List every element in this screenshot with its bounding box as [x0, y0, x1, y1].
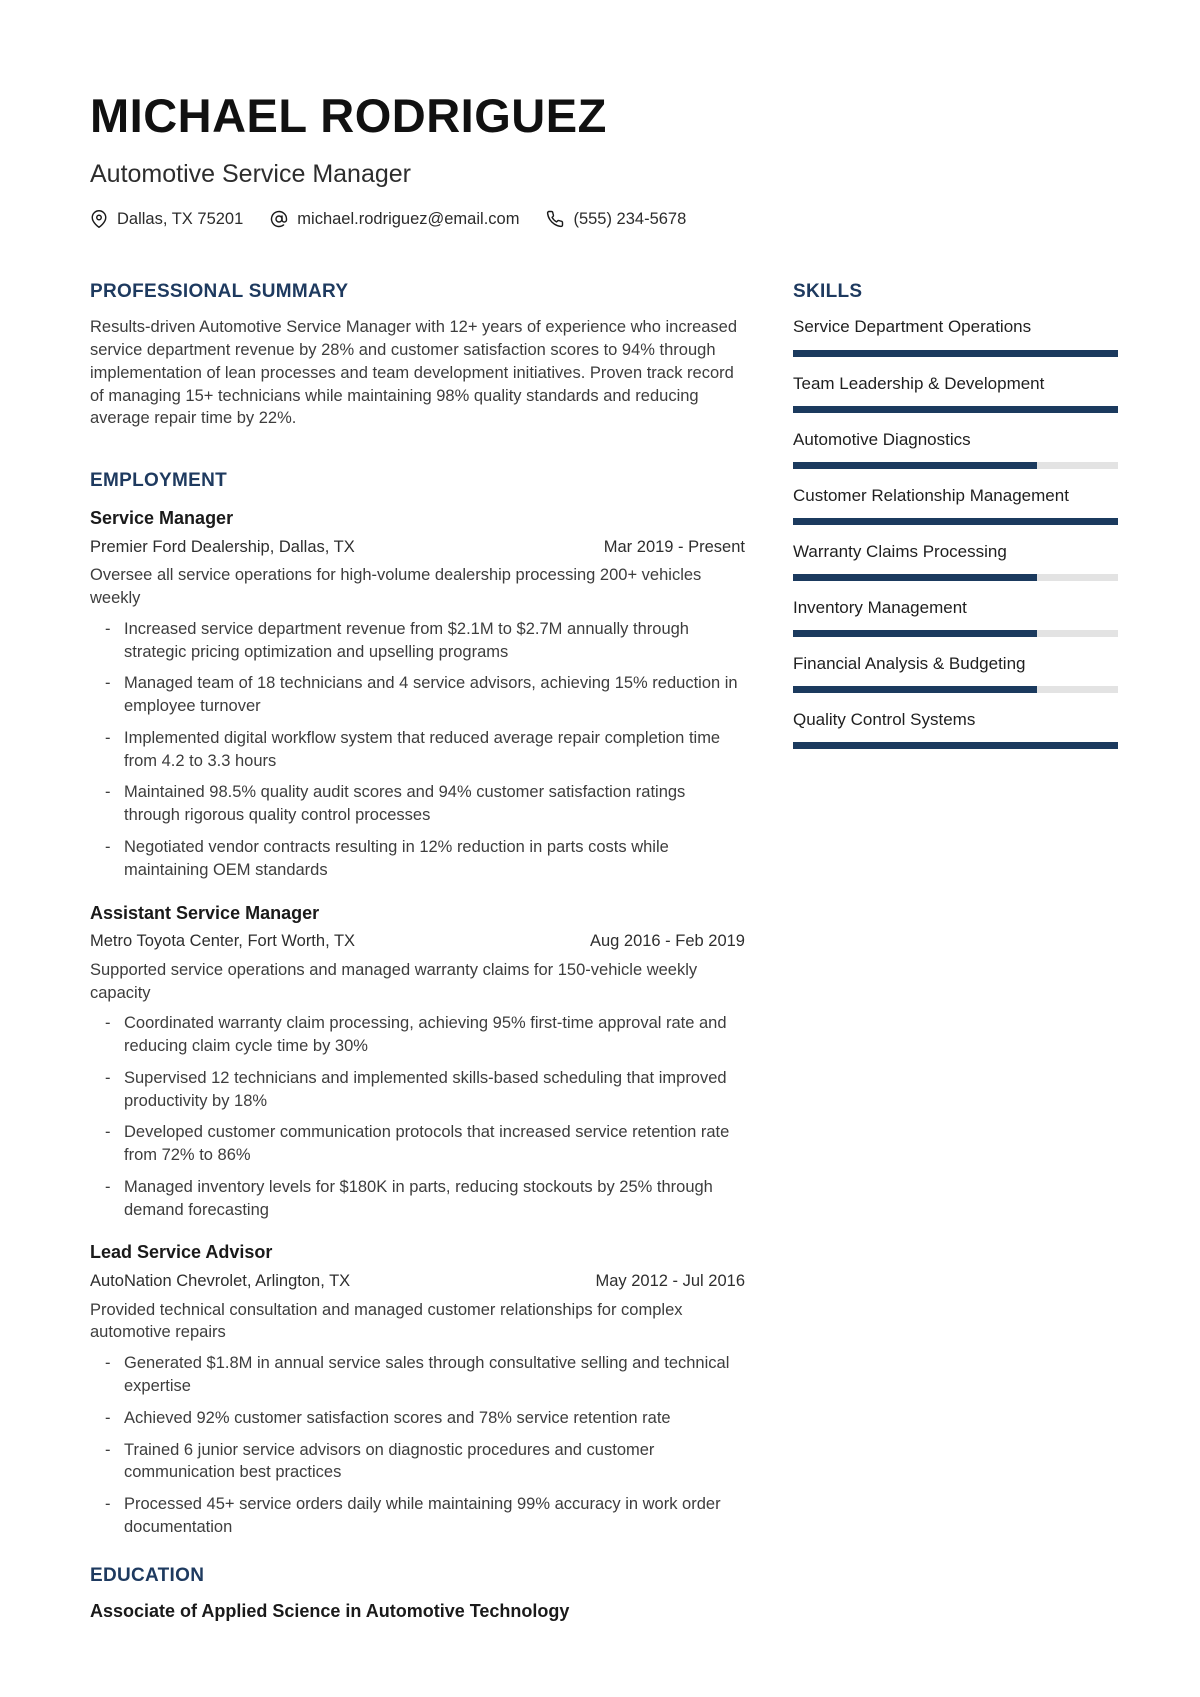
contact-phone [546, 210, 686, 229]
job-company: AutoNation Chevrolet, Arlington, TX [90, 1271, 351, 1290]
job-company: Premier Ford Dealership, Dallas, TX [90, 537, 355, 556]
job-bullet: - Processed 45+ service orders daily while maintaining 99% accuracy in work order documentation [90, 1493, 745, 1539]
contact-email-text: michael.rodriguez@email.com [297, 209, 520, 228]
skill-bar-fill [793, 574, 1037, 581]
employment-heading: EMPLOYMENT [90, 470, 228, 492]
job-dates: Aug 2016 - Feb 2019 [589, 932, 745, 950]
skill-label: Customer Relationship Management [793, 485, 1069, 505]
professional-summary-section [90, 281, 745, 431]
contact-email [270, 210, 519, 229]
job-meta-row [90, 930, 745, 953]
location-pin-icon [90, 210, 108, 228]
skill-label: Warranty Claims Processing [793, 541, 1007, 561]
job-bullet: - Coordinated warranty claim processing, achieving 95% first-time approval rate and reducing claim cycle time by 30% [90, 1012, 745, 1058]
skill-item [793, 709, 1118, 749]
skills-heading: SKILLS [793, 280, 863, 302]
job-bullet: - Developed customer communication protocols that increased service retention rate from 72% to 86% [90, 1121, 745, 1167]
main-column [90, 281, 745, 1624]
job-description: Provided technical consultation and managed customer relationships for complex automotive repairs [90, 1300, 683, 1342]
skill-bar-track [793, 574, 1118, 581]
skill-label: Service Department Operations [793, 317, 1032, 337]
candidate-title: Automotive Service Manager [90, 159, 411, 188]
job-bullet: - Negotiated vendor contracts resulting in 12% reduction in parts costs while maintaining OEM standards [90, 836, 745, 882]
skill-bar-fill [793, 686, 1037, 693]
summary-heading: PROFESSIONAL SUMMARY [90, 280, 349, 302]
skill-bar-track [793, 742, 1118, 749]
skill-bar-fill [793, 406, 1118, 413]
job-bullet: - Managed inventory levels for $180K in parts, reducing stockouts by 25% through demand forecasting [90, 1176, 745, 1222]
skill-bar-fill [793, 350, 1118, 357]
job-bullet: - Trained 6 junior service advisors on diagnostic procedures and customer communication best practices [90, 1439, 745, 1485]
skill-item [793, 429, 1118, 469]
skill-item [793, 541, 1118, 581]
phone-icon [546, 210, 564, 228]
job-bullet: - Achieved 92% customer satisfaction scores and 78% service retention rate [90, 1407, 745, 1430]
skill-item [793, 653, 1118, 693]
skill-label: Quality Control Systems [793, 710, 976, 730]
job-bullet: - Supervised 12 technicians and implemented skills-based scheduling that improved productivity by 18% [90, 1067, 745, 1113]
content-columns [90, 281, 1118, 1624]
job-bullet: - Increased service department revenue from $2.1M to $2.7M annually through strategic pricing optimization and upselling programs [90, 618, 745, 664]
skill-bar-track [793, 630, 1118, 637]
job-bullet: - Managed team of 18 technicians and 4 service advisors, achieving 15% reduction in employee turnover [90, 672, 745, 718]
skill-bar-fill [793, 742, 1118, 749]
job-entry [90, 902, 745, 1222]
at-sign-icon [270, 210, 288, 228]
skill-label: Financial Analysis & Budgeting [793, 653, 1026, 673]
contact-location-text: Dallas, TX 75201 [117, 209, 244, 228]
resume-header [90, 90, 1118, 229]
candidate-name: MICHAEL RODRIGUEZ [90, 89, 607, 142]
skill-bar-track [793, 686, 1118, 693]
job-meta-row [90, 1270, 745, 1293]
skill-bar-fill [793, 630, 1037, 637]
skills-sidebar [793, 281, 1118, 1624]
contact-row [90, 210, 1118, 229]
skill-item [793, 316, 1118, 356]
job-company: Metro Toyota Center, Fort Worth, TX [90, 932, 356, 950]
skill-item [793, 373, 1118, 413]
job-meta-row [90, 536, 745, 559]
summary-text: Results-driven Automotive Service Manager with 12+ years of experience who increased service department revenue by 28% and customer satisfaction scores to 94% through implementation of lean processes and team development initiatives. Proven track record of managing 15+ technicians while maintaining 98% quality standards and reducing average repair time by 22%. [90, 318, 738, 428]
contact-phone-text: (555) 234-5678 [573, 209, 687, 228]
skill-label: Automotive Diagnostics [793, 429, 971, 449]
skill-bar-track [793, 406, 1118, 413]
skill-label: Inventory Management [793, 597, 967, 617]
job-bullet-list [90, 1012, 745, 1221]
skill-label: Team Leadership & Development [793, 373, 1045, 393]
skill-item [793, 597, 1118, 637]
job-title: Service Manager [90, 508, 234, 529]
job-bullet-list [90, 618, 745, 882]
skill-bar-fill [793, 462, 1037, 469]
contact-location [90, 210, 243, 229]
job-bullet: - Maintained 98.5% quality audit scores and 94% customer satisfaction ratings through rigorous quality control processes [90, 781, 745, 827]
job-entry [90, 507, 745, 881]
job-bullet-list [90, 1352, 745, 1538]
education-heading: EDUCATION [90, 1564, 205, 1586]
skill-bar-track [793, 462, 1118, 469]
skill-bar-track [793, 518, 1118, 525]
job-title: Lead Service Advisor [90, 1242, 273, 1263]
job-bullet: - Implemented digital workflow system that reduced average repair completion time from 4.2 to 3.3 hours [90, 727, 745, 773]
education-section [90, 1565, 745, 1624]
skill-bar-track [793, 350, 1118, 357]
job-dates: May 2012 - Jul 2016 [595, 1271, 745, 1290]
education-degree: Associate of Applied Science in Automotive Technology [90, 1601, 570, 1622]
job-description: Supported service operations and managed warranty claims for 150-vehicle weekly capacity [90, 960, 698, 1002]
job-description: Oversee all service operations for high-volume dealership processing 200+ vehicles weekly [90, 566, 702, 608]
job-title: Assistant Service Manager [90, 902, 320, 923]
skill-bar-fill [793, 518, 1118, 525]
job-entry [90, 1241, 745, 1538]
employment-section [90, 470, 745, 1538]
skill-item [793, 485, 1118, 525]
job-bullet: - Generated $1.8M in annual service sales through consultative selling and technical expertise [90, 1352, 745, 1398]
job-dates: Mar 2019 - Present [603, 537, 745, 556]
